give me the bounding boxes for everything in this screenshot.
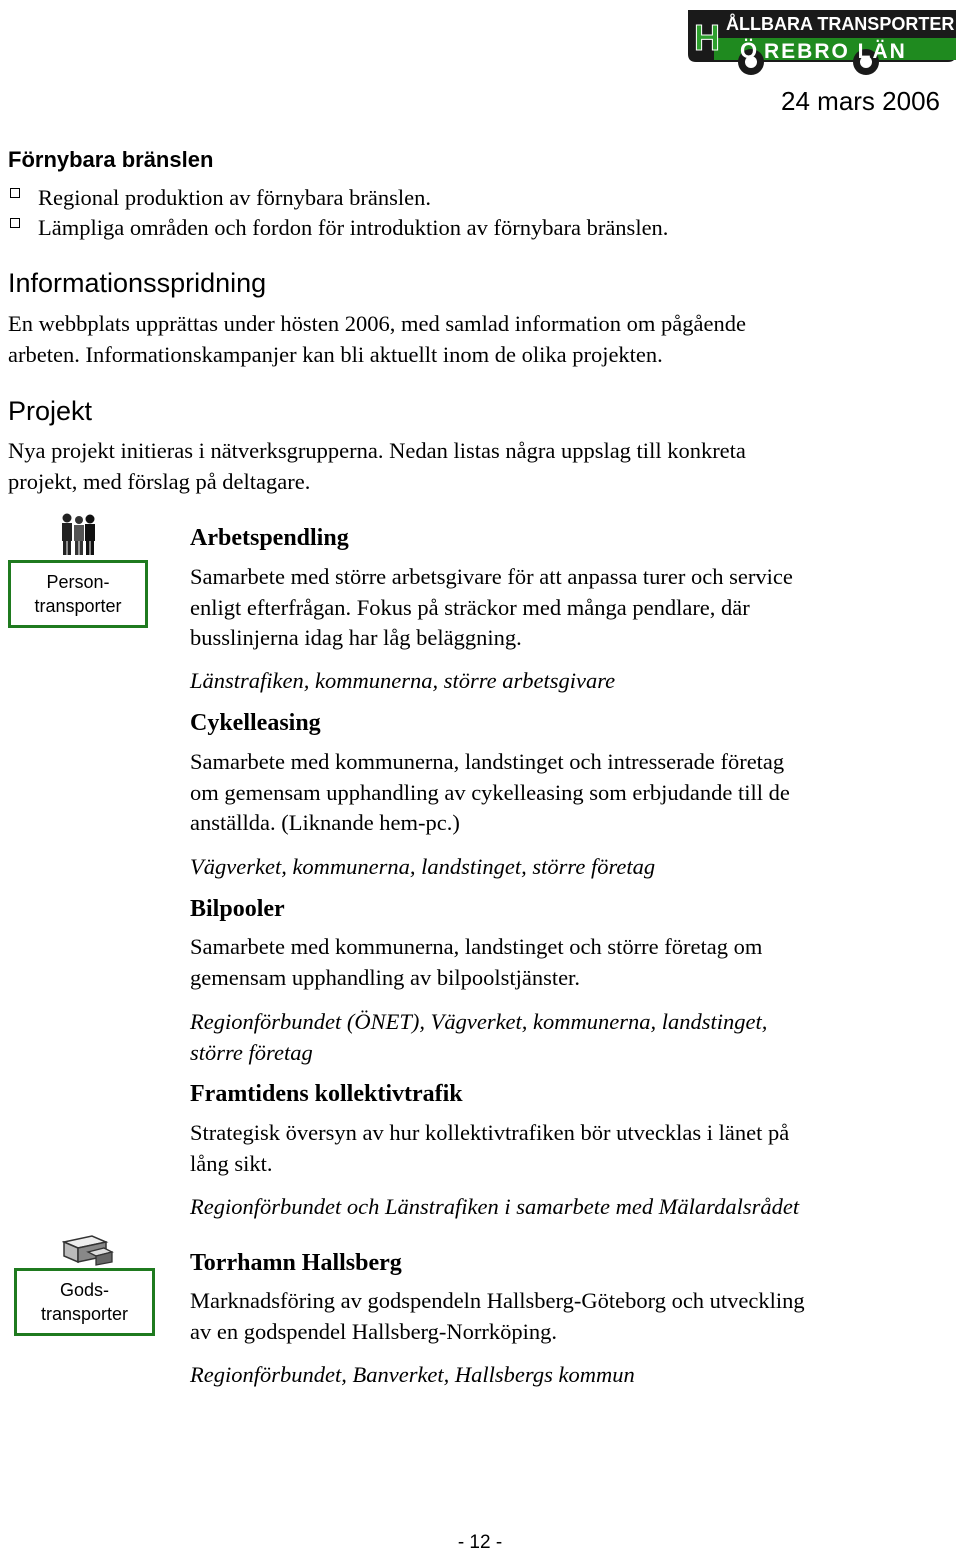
project-participants bbox=[190, 1360, 930, 1391]
page-number: - 12 - bbox=[457, 1532, 503, 1553]
persontransporter-label-box bbox=[8, 560, 148, 628]
person-label-line: Person- bbox=[46, 572, 110, 592]
bullet-square-icon bbox=[10, 218, 20, 228]
projekt-text-line-1: Nya projekt initieras i nätverksgrupperna. Nedan listas några uppslag till konkreta bbox=[8, 438, 746, 463]
desc-line: om gemensam upphandling av cykelleasing som erbjudande till de bbox=[190, 779, 790, 805]
logo-initial-h: H bbox=[694, 17, 720, 58]
info-text-line-1: En webbplats upprättas under hösten 2006, med samlad information om pågående bbox=[8, 311, 746, 336]
desc-line: av en godspendel Hallsberg-Norrköping. bbox=[190, 1318, 557, 1344]
person-label-line: transporter bbox=[34, 596, 122, 616]
people-icon bbox=[58, 512, 98, 556]
godstransporter-label bbox=[41, 1278, 128, 1326]
project-title: Bilpooler bbox=[190, 896, 285, 922]
project-participants bbox=[190, 1007, 930, 1068]
participants-line: Regionförbundet (ÖNET), Vägverket, kommunerna, landstinget, bbox=[190, 1009, 768, 1034]
participants-line: större företag bbox=[190, 1039, 313, 1065]
project-participants bbox=[190, 666, 930, 697]
section-heading-fornybara: Förnybara bränslen bbox=[8, 147, 214, 172]
participants-line: Regionförbundet, Banverket, Hallsbergs kommun bbox=[190, 1362, 635, 1387]
project-description bbox=[190, 1286, 930, 1347]
desc-line: anställda. (Liknande hem-pc.) bbox=[190, 810, 460, 835]
project-participants bbox=[190, 1192, 930, 1223]
logo-line-1: ÅLLBARA TRANSPORTER bbox=[726, 14, 955, 34]
bullet-text: Lämpliga områden och fordon för introduktion av förnybara bränslen. bbox=[38, 215, 669, 240]
boxes-icon bbox=[62, 1234, 114, 1266]
persontransporter-label bbox=[34, 570, 121, 618]
participants-line: Länstrafiken, kommunerna, större arbetsgivare bbox=[190, 668, 616, 693]
gods-label-line: Gods- bbox=[59, 1280, 109, 1300]
bullet-item bbox=[8, 213, 668, 243]
info-text-line-2: arbeten. Informationskampanjer kan bli aktuellt inom de olika projekten. bbox=[8, 342, 663, 367]
logo-initial-o: Ö bbox=[740, 38, 758, 63]
section-heading-projekt: Projekt bbox=[8, 396, 93, 426]
desc-line: Marknadsföring av godspendeln Hallsberg-Göteborg och utveckling bbox=[190, 1288, 805, 1313]
project-title: Cykelleasing bbox=[190, 710, 321, 736]
godstransporter-label-box bbox=[14, 1268, 155, 1336]
bullet-item bbox=[8, 183, 431, 213]
participants-line: Vägverket, kommunerna, landstinget, större företag bbox=[190, 854, 656, 879]
desc-line: lång sikt. bbox=[190, 1150, 273, 1176]
project-title: Framtidens kollektivtrafik bbox=[190, 1081, 463, 1107]
desc-line: Samarbete med kommunerna, landstinget och intresserade företag bbox=[190, 749, 785, 774]
document-date: 24 mars 2006 bbox=[781, 86, 940, 116]
gods-label-line: transporter bbox=[40, 1304, 129, 1324]
participants-line: Regionförbundet och Länstrafiken i samarbete med Mälardalsrådet bbox=[190, 1194, 800, 1219]
hallbara-transporter-logo bbox=[686, 4, 958, 78]
desc-line: Samarbete med kommunerna, landstinget och större företag om bbox=[190, 934, 763, 959]
project-participants bbox=[190, 852, 930, 883]
project-description bbox=[190, 932, 930, 993]
section-heading-informationsspridning: Informationsspridning bbox=[8, 268, 267, 298]
bullet-text: Regional produktion av förnybara bränslen. bbox=[38, 185, 432, 210]
desc-line: busslinjerna idag har låg beläggning. bbox=[190, 625, 522, 650]
project-title: Torrhamn Hallsberg bbox=[190, 1250, 402, 1276]
project-title: Arbetspendling bbox=[190, 525, 349, 551]
desc-line: Strategisk översyn av hur kollektivtrafiken bör utvecklas i länet på bbox=[190, 1120, 790, 1145]
desc-line: Samarbete med större arbetsgivare för att anpassa turer och service bbox=[190, 564, 793, 589]
bullet-square-icon bbox=[10, 188, 20, 198]
project-description bbox=[190, 562, 930, 654]
desc-line: enligt efterfrågan. Fokus på sträckor med många pendlare, där bbox=[190, 594, 750, 620]
projekt-text-line-2: projekt, med förslag på deltagare. bbox=[8, 469, 311, 494]
desc-line: gemensam upphandling av bilpoolstjänster. bbox=[190, 964, 580, 990]
project-description bbox=[190, 747, 930, 839]
logo-line-2: REBRO LÄN bbox=[764, 40, 907, 63]
project-description bbox=[190, 1118, 930, 1179]
logo-graphic bbox=[686, 4, 958, 78]
